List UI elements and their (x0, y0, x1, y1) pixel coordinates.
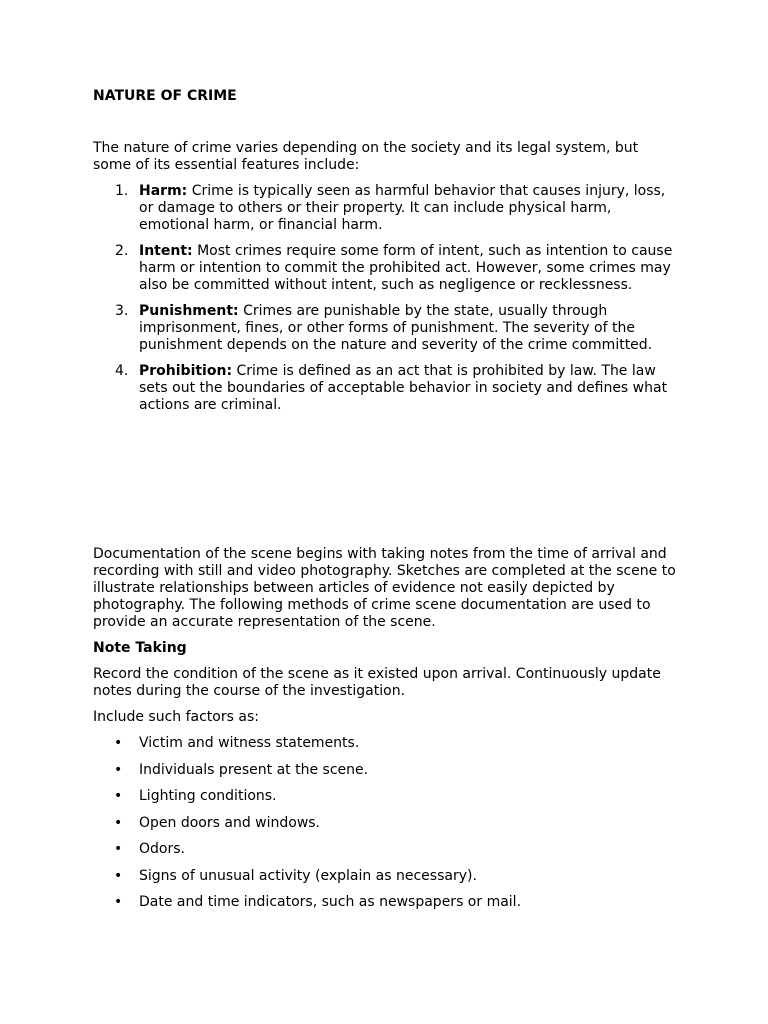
note-taking-heading: Note Taking (93, 640, 187, 656)
list-item (93, 841, 683, 858)
bullet-icon: • (114, 761, 123, 778)
feature-term: Harm: (139, 183, 188, 199)
list-item (93, 303, 683, 354)
bullet-icon: • (114, 788, 123, 804)
bullet-icon: • (114, 735, 123, 751)
features-list (93, 183, 683, 423)
feature-text: Crimes are punishable by the state, usually through imprisonment, fines, or other forms of punishment. The severity of the punishment depends on the nature and severity of the crime committed. (139, 303, 653, 353)
bullet-icon: • (114, 867, 123, 884)
bullet-icon: • (114, 814, 123, 831)
factor-text: Individuals present at the scene. (139, 761, 369, 778)
factor-text: Lighting conditions. (139, 788, 277, 804)
document-title: NATURE OF CRIME (93, 88, 237, 104)
list-item (93, 894, 683, 911)
factor-text: Date and time indicators, such as newspapers or mail. (139, 894, 522, 910)
list-number: 2. (115, 243, 129, 259)
feature-term: Intent: (139, 243, 193, 259)
bullet-icon: • (114, 894, 123, 910)
feature-text: Crime is defined as an act that is prohibited by law. The law sets out the boundaries of acceptable behavior in society and defines what actions are criminal. (139, 363, 668, 413)
feature-term: Punishment: (139, 303, 239, 319)
documentation-paragraph: Documentation of the scene begins with taking notes from the time of arrival and recording with still and video photography. Sketches are completed at the scene to illustrate relationships between articles of evidence not easily depicted by photography. The following methods of crime scene documentation are used to provide an accurate representation of the scene. (93, 546, 676, 630)
list-item (93, 243, 683, 294)
factors-list (93, 735, 683, 911)
list-item (93, 815, 683, 832)
bullet-icon: • (114, 841, 123, 857)
feature-text: Most crimes require some form of intent, such as intention to cause harm or intention to commit the prohibited act. However, some crimes may also be committed without intent, such as negligence or recklessness. (139, 243, 673, 293)
list-item (93, 735, 683, 752)
factor-text: Victim and witness statements. (139, 735, 360, 751)
list-item (93, 363, 683, 414)
list-item (93, 183, 683, 234)
include-factors-paragraph: Include such factors as: (93, 709, 259, 725)
list-item (93, 868, 683, 885)
list-item (93, 788, 683, 805)
factor-text: Signs of unusual activity (explain as necessary). (139, 867, 477, 884)
list-number: 4. (115, 363, 129, 379)
feature-text: Crime is typically seen as harmful behavior that causes injury, loss, or damage to others or their property. It can include physical harm, emotional harm, or financial harm. (139, 183, 666, 233)
factor-text: Odors. (139, 841, 185, 857)
feature-term: Prohibition: (139, 363, 233, 379)
list-number: 1. (115, 183, 129, 199)
factor-text: Open doors and windows. (139, 814, 321, 831)
note-taking-paragraph: Record the condition of the scene as it existed upon arrival. Continuously update notes during the course of the investigation. (93, 666, 661, 699)
list-item (93, 762, 683, 779)
intro-paragraph: The nature of crime varies depending on the society and its legal system, but some of its essential features include: (93, 140, 639, 173)
list-number: 3. (115, 303, 129, 319)
documentation-section (93, 546, 683, 921)
